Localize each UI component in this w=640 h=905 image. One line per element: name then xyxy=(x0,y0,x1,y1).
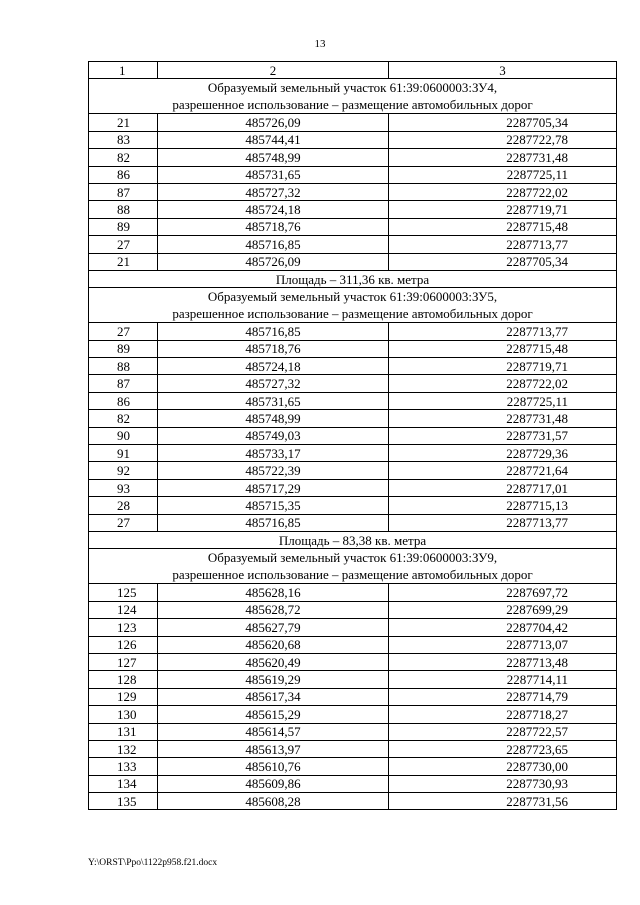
y-coordinate-cell: 2287719,71 xyxy=(389,358,617,375)
x-coordinate-cell: 485718,76 xyxy=(158,218,389,235)
point-number-cell: 131 xyxy=(89,723,158,740)
y-coordinate-cell: 2287721,64 xyxy=(389,462,617,479)
point-number-cell: 27 xyxy=(89,514,158,531)
point-number-cell: 89 xyxy=(89,218,158,235)
point-number-cell: 127 xyxy=(89,653,158,670)
point-number-cell: 126 xyxy=(89,636,158,653)
table-row xyxy=(89,462,617,479)
table-row xyxy=(89,584,617,601)
x-coordinate-cell: 485628,72 xyxy=(158,601,389,618)
table-row xyxy=(89,479,617,496)
area-text: Площадь – 311,36 кв. метра xyxy=(89,270,617,287)
point-number-cell: 27 xyxy=(89,323,158,340)
table-row xyxy=(89,706,617,723)
point-number-cell: 92 xyxy=(89,462,158,479)
x-coordinate-cell: 485627,79 xyxy=(158,619,389,636)
point-number-cell: 27 xyxy=(89,236,158,253)
x-coordinate-cell: 485609,86 xyxy=(158,775,389,792)
point-number-cell: 83 xyxy=(89,131,158,148)
coordinates-table xyxy=(88,61,617,810)
x-coordinate-cell: 485614,57 xyxy=(158,723,389,740)
point-number-cell: 133 xyxy=(89,758,158,775)
y-coordinate-cell: 2287717,01 xyxy=(389,479,617,496)
point-number-cell: 28 xyxy=(89,497,158,514)
table-row xyxy=(89,236,617,253)
table-row xyxy=(89,636,617,653)
y-coordinate-cell: 2287722,78 xyxy=(389,131,617,148)
point-number-cell: 124 xyxy=(89,601,158,618)
section-title xyxy=(89,288,617,323)
x-coordinate-cell: 485716,85 xyxy=(158,323,389,340)
section-title-line2: разрешенное использование – размещение автомобильных дорог xyxy=(172,97,533,113)
table-row xyxy=(89,114,617,131)
x-coordinate-cell: 485715,35 xyxy=(158,497,389,514)
table-row xyxy=(89,340,617,357)
y-coordinate-cell: 2287718,27 xyxy=(389,706,617,723)
y-coordinate-cell: 2287722,57 xyxy=(389,723,617,740)
y-coordinate-cell: 2287730,93 xyxy=(389,775,617,792)
table-row xyxy=(89,323,617,340)
x-coordinate-cell: 485717,29 xyxy=(158,479,389,496)
section-title-line1: Образуемый земельный участок 61:39:0600003:ЗУ4, xyxy=(207,80,498,96)
table-row xyxy=(89,358,617,375)
x-coordinate-cell: 485620,49 xyxy=(158,653,389,670)
area-text: Площадь – 83,38 кв. метра xyxy=(89,531,617,548)
section-title-line1: Образуемый земельный участок 61:39:0600003:ЗУ9, xyxy=(207,550,498,566)
x-coordinate-cell: 485744,41 xyxy=(158,131,389,148)
x-coordinate-cell: 485727,32 xyxy=(158,375,389,392)
table-row xyxy=(89,427,617,444)
point-number-cell: 123 xyxy=(89,619,158,636)
section-title xyxy=(89,549,617,584)
x-coordinate-cell: 485615,29 xyxy=(158,706,389,723)
point-number-cell: 130 xyxy=(89,706,158,723)
point-number-cell: 89 xyxy=(89,340,158,357)
x-coordinate-cell: 485726,09 xyxy=(158,114,389,131)
x-coordinate-cell: 485716,85 xyxy=(158,236,389,253)
y-coordinate-cell: 2287731,56 xyxy=(389,793,617,810)
table-row xyxy=(89,445,617,462)
table-row xyxy=(89,723,617,740)
y-coordinate-cell: 2287705,34 xyxy=(389,114,617,131)
column-header-1: 1 xyxy=(89,62,158,79)
table-row xyxy=(89,253,617,270)
y-coordinate-cell: 2287714,11 xyxy=(389,671,617,688)
x-coordinate-cell: 485733,17 xyxy=(158,445,389,462)
point-number-cell: 135 xyxy=(89,793,158,810)
point-number-cell: 90 xyxy=(89,427,158,444)
y-coordinate-cell: 2287719,71 xyxy=(389,201,617,218)
y-coordinate-cell: 2287730,00 xyxy=(389,758,617,775)
x-coordinate-cell: 485726,09 xyxy=(158,253,389,270)
section-title-row xyxy=(89,288,617,323)
y-coordinate-cell: 2287713,77 xyxy=(389,236,617,253)
table-row xyxy=(89,392,617,409)
point-number-cell: 134 xyxy=(89,775,158,792)
table-row xyxy=(89,497,617,514)
x-coordinate-cell: 485617,34 xyxy=(158,688,389,705)
y-coordinate-cell: 2287722,02 xyxy=(389,375,617,392)
x-coordinate-cell: 485724,18 xyxy=(158,201,389,218)
x-coordinate-cell: 485608,28 xyxy=(158,793,389,810)
x-coordinate-cell: 485610,76 xyxy=(158,758,389,775)
point-number-cell: 129 xyxy=(89,688,158,705)
x-coordinate-cell: 485716,85 xyxy=(158,514,389,531)
table-row xyxy=(89,514,617,531)
x-coordinate-cell: 485718,76 xyxy=(158,340,389,357)
section-title-line2: разрешенное использование – размещение автомобильных дорог xyxy=(172,306,533,322)
table-row xyxy=(89,740,617,757)
point-number-cell: 91 xyxy=(89,445,158,462)
footer-file-path: Y:\ORST\Ppo\1122p958.f21.docx xyxy=(88,858,218,868)
x-coordinate-cell: 485613,97 xyxy=(158,740,389,757)
point-number-cell: 87 xyxy=(89,375,158,392)
y-coordinate-cell: 2287713,48 xyxy=(389,653,617,670)
table-row xyxy=(89,688,617,705)
table-row xyxy=(89,149,617,166)
x-coordinate-cell: 485748,99 xyxy=(158,410,389,427)
point-number-cell: 86 xyxy=(89,392,158,409)
x-coordinate-cell: 485619,29 xyxy=(158,671,389,688)
point-number-cell: 21 xyxy=(89,114,158,131)
point-number-cell: 87 xyxy=(89,183,158,200)
column-header-2: 2 xyxy=(158,62,389,79)
table-row xyxy=(89,671,617,688)
table-row xyxy=(89,375,617,392)
y-coordinate-cell: 2287714,79 xyxy=(389,688,617,705)
section-title-line1: Образуемый земельный участок 61:39:0600003:ЗУ5, xyxy=(207,289,498,305)
point-number-cell: 21 xyxy=(89,253,158,270)
point-number-cell: 132 xyxy=(89,740,158,757)
y-coordinate-cell: 2287713,77 xyxy=(389,514,617,531)
table-row xyxy=(89,410,617,427)
y-coordinate-cell: 2287715,48 xyxy=(389,218,617,235)
table-row xyxy=(89,653,617,670)
table-row xyxy=(89,619,617,636)
y-coordinate-cell: 2287725,11 xyxy=(389,166,617,183)
point-number-cell: 93 xyxy=(89,479,158,496)
point-number-cell: 82 xyxy=(89,149,158,166)
x-coordinate-cell: 485722,39 xyxy=(158,462,389,479)
x-coordinate-cell: 485727,32 xyxy=(158,183,389,200)
table-row xyxy=(89,758,617,775)
y-coordinate-cell: 2287729,36 xyxy=(389,445,617,462)
point-number-cell: 88 xyxy=(89,201,158,218)
y-coordinate-cell: 2287699,29 xyxy=(389,601,617,618)
y-coordinate-cell: 2287731,57 xyxy=(389,427,617,444)
section-title xyxy=(89,79,617,114)
x-coordinate-cell: 485620,68 xyxy=(158,636,389,653)
section-title-row xyxy=(89,549,617,584)
section-title-row xyxy=(89,79,617,114)
table-row xyxy=(89,793,617,810)
y-coordinate-cell: 2287704,42 xyxy=(389,619,617,636)
x-coordinate-cell: 485628,16 xyxy=(158,584,389,601)
y-coordinate-cell: 2287731,48 xyxy=(389,149,617,166)
point-number-cell: 128 xyxy=(89,671,158,688)
y-coordinate-cell: 2287715,13 xyxy=(389,497,617,514)
table-header-row xyxy=(89,62,617,79)
x-coordinate-cell: 485731,65 xyxy=(158,166,389,183)
table-row xyxy=(89,201,617,218)
x-coordinate-cell: 485731,65 xyxy=(158,392,389,409)
table-row xyxy=(89,601,617,618)
point-number-cell: 125 xyxy=(89,584,158,601)
point-number-cell: 88 xyxy=(89,358,158,375)
y-coordinate-cell: 2287723,65 xyxy=(389,740,617,757)
x-coordinate-cell: 485724,18 xyxy=(158,358,389,375)
x-coordinate-cell: 485748,99 xyxy=(158,149,389,166)
table-row xyxy=(89,131,617,148)
table-row xyxy=(89,775,617,792)
y-coordinate-cell: 2287725,11 xyxy=(389,392,617,409)
area-row xyxy=(89,531,617,548)
point-number-cell: 82 xyxy=(89,410,158,427)
y-coordinate-cell: 2287731,48 xyxy=(389,410,617,427)
x-coordinate-cell: 485749,03 xyxy=(158,427,389,444)
column-header-3: 3 xyxy=(389,62,617,79)
point-number-cell: 86 xyxy=(89,166,158,183)
y-coordinate-cell: 2287697,72 xyxy=(389,584,617,601)
y-coordinate-cell: 2287715,48 xyxy=(389,340,617,357)
y-coordinate-cell: 2287713,77 xyxy=(389,323,617,340)
area-row xyxy=(89,270,617,287)
y-coordinate-cell: 2287705,34 xyxy=(389,253,617,270)
section-title-line2: разрешенное использование – размещение автомобильных дорог xyxy=(172,567,533,583)
table-row xyxy=(89,183,617,200)
y-coordinate-cell: 2287722,02 xyxy=(389,183,617,200)
table-row xyxy=(89,166,617,183)
y-coordinate-cell: 2287713,07 xyxy=(389,636,617,653)
table-row xyxy=(89,218,617,235)
page-number: 13 xyxy=(314,38,326,50)
